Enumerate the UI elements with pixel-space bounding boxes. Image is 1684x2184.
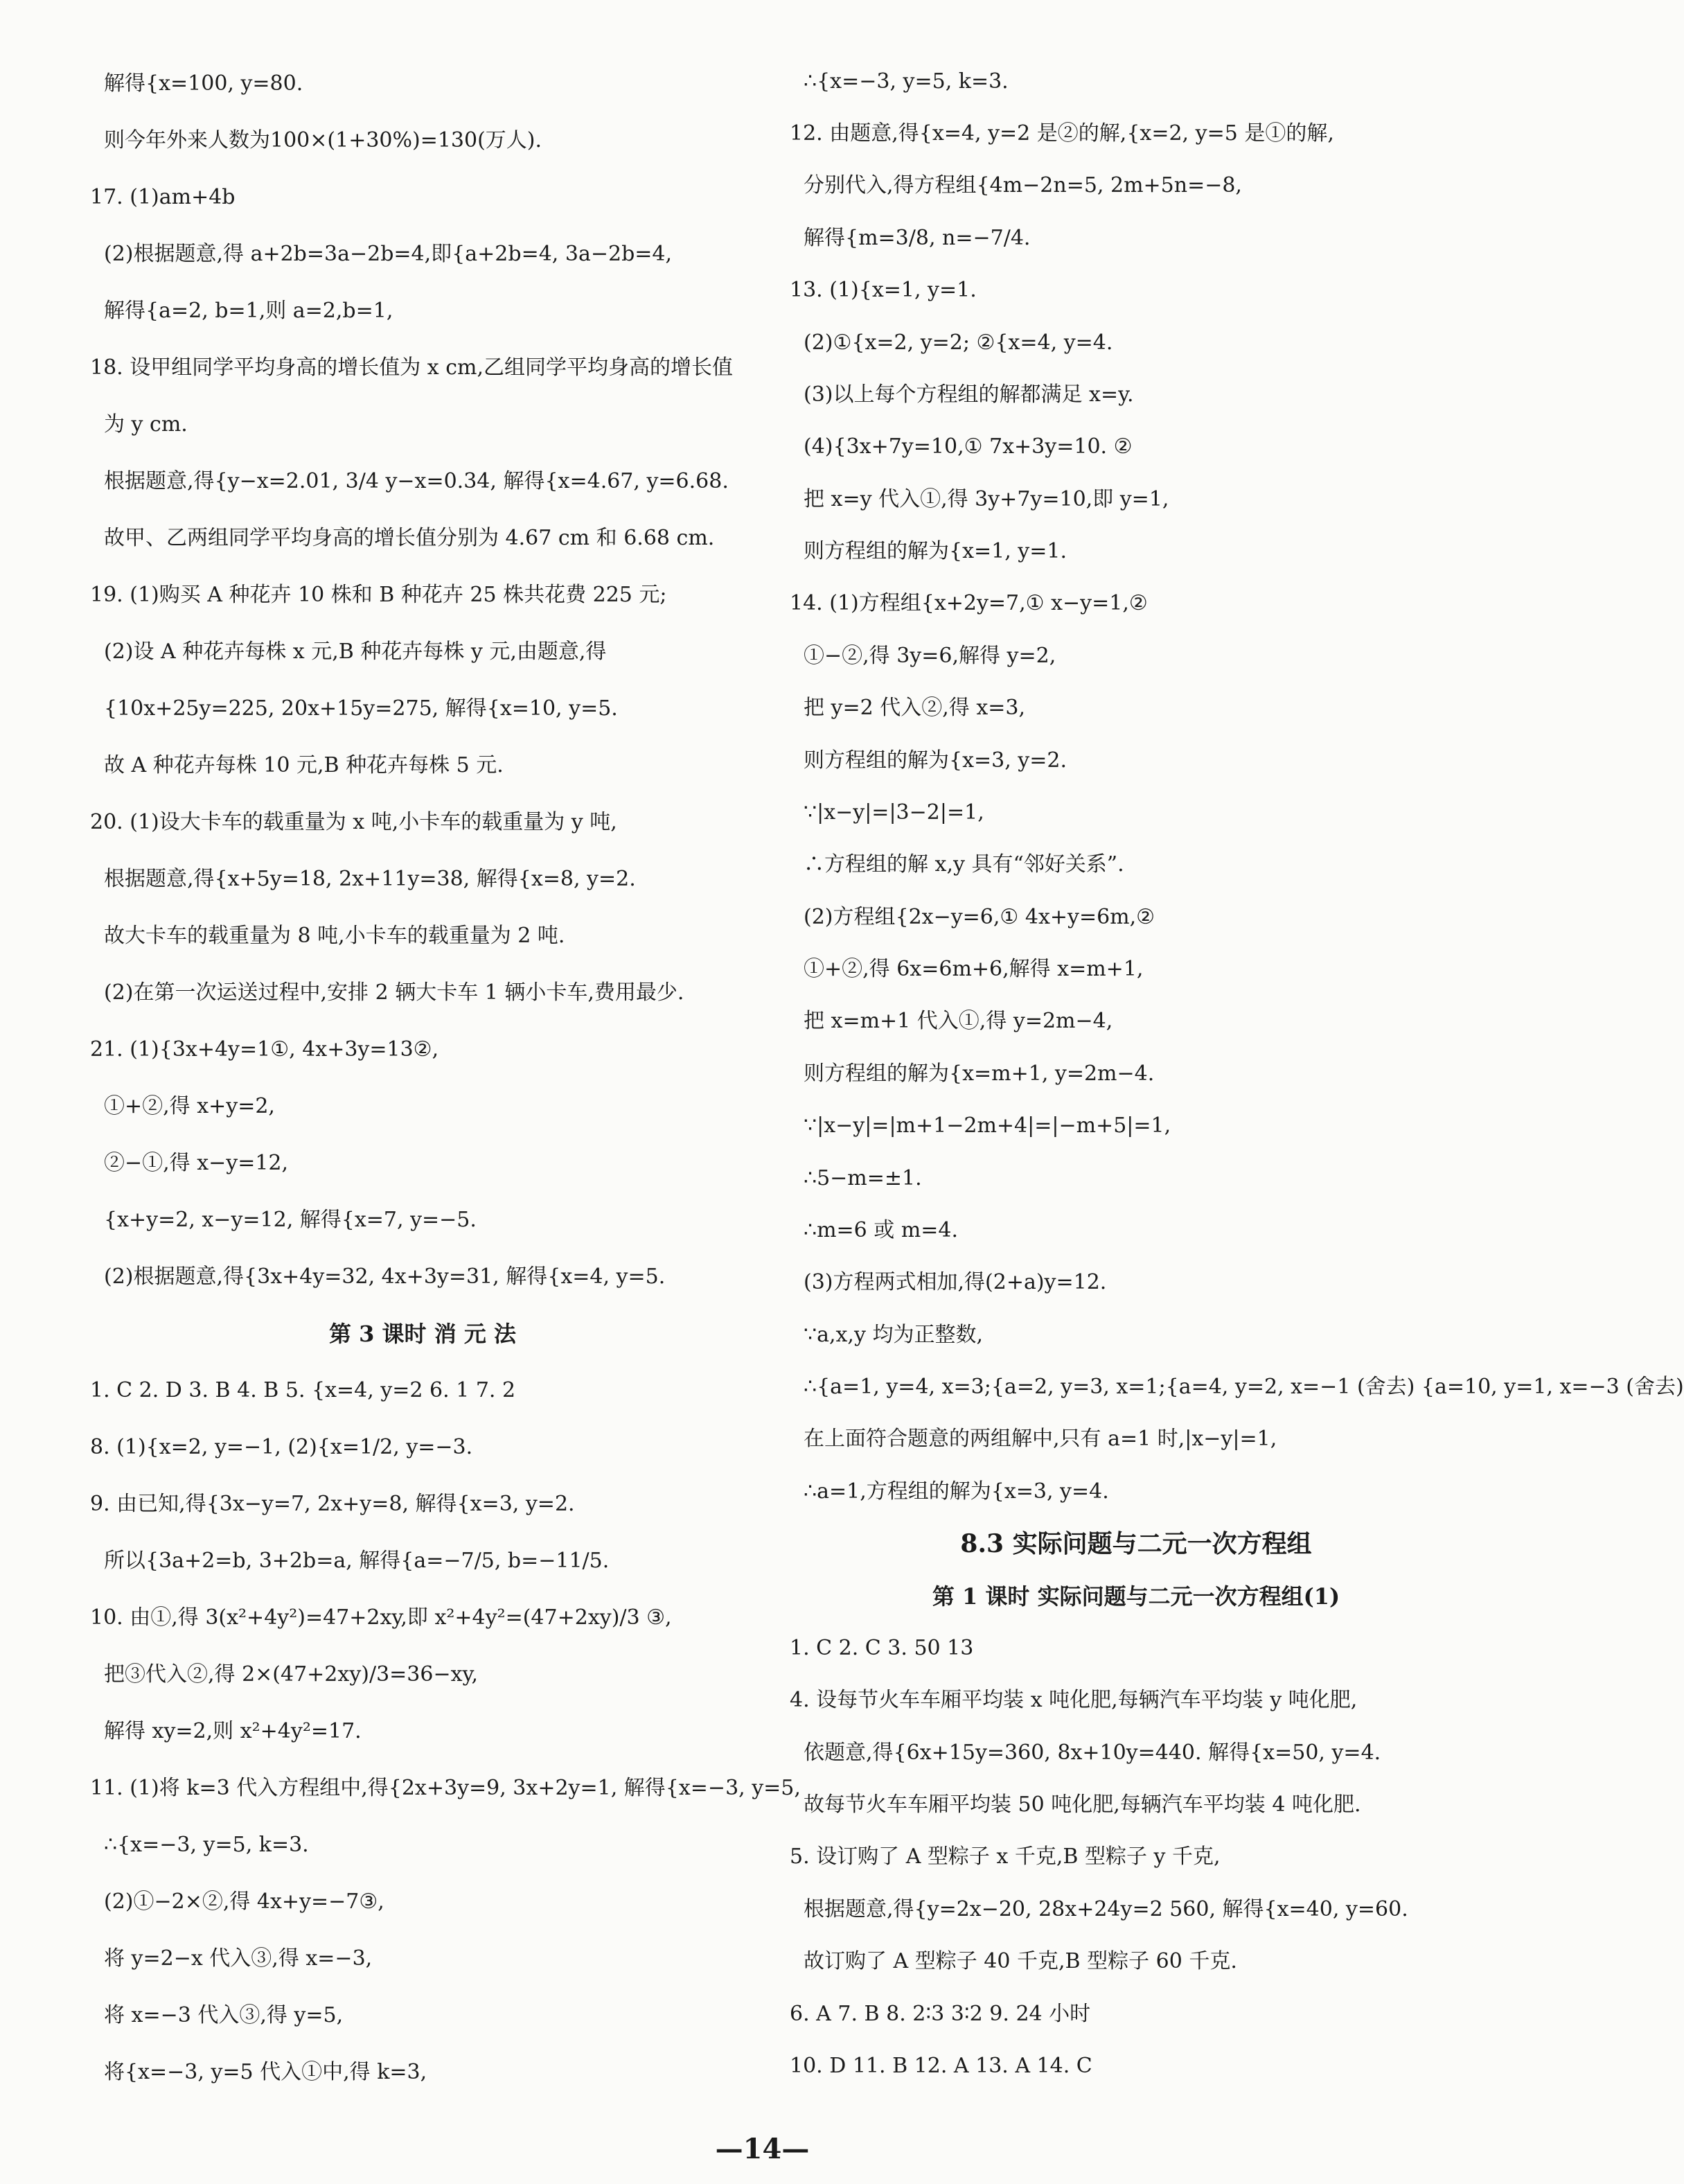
right-line: ∵a,x,y 均为正整数, [804, 1322, 983, 1347]
left-line: 把③代入②,得 2×(47+2xy)/3=36−xy, [104, 1662, 479, 1687]
left-line: 21. (1){3x+4y=1①, 4x+3y=13②, [90, 1037, 439, 1062]
right-line: ∵|x−y|=|m+1−2m+4|=|−m+5|=1, [804, 1113, 1171, 1138]
right-line: ∴5−m=±1. [804, 1165, 922, 1190]
left-column [90, 55, 801, 2101]
right-line: 6. A 7. B 8. 2∶3 3∶2 9. 24 小时 [790, 2001, 1091, 2026]
page-number: —14— [715, 2133, 810, 2165]
right-line: 第 1 课时 实际问题与二元一次方程组(1) [932, 1583, 1340, 1610]
right-line: 故订购了 A 型粽子 40 千克,B 型粽子 60 千克. [804, 1949, 1237, 1974]
right-line: 4. 设每节火车车厢平均装 x 吨化肥,每辆汽车平均装 y 吨化肥, [790, 1688, 1358, 1713]
right-line: 则方程组的解为{x=m+1, y=2m−4. [804, 1061, 1155, 1086]
left-line: 将{x=−3, y=5 代入①中,得 k=3, [104, 2060, 427, 2084]
right-line: 依题意,得{6x+15y=360, 8x+10y=440. 解得{x=50, y=4. [804, 1740, 1381, 1765]
left-line: 则今年外来人数为100×(1+30%)=130(万人). [104, 128, 542, 152]
left-line: 根据题意,得{x+5y=18, 2x+11y=38, 解得{x=8, y=2. [104, 867, 636, 891]
right-line: 在上面符合题意的两组解中,只有 a=1 时,|x−y|=1, [804, 1427, 1277, 1452]
left-line: 为 y cm. [104, 412, 188, 437]
right-column [790, 55, 1684, 2093]
left-line: 解得 xy=2,则 x²+4y²=17. [104, 1719, 362, 1743]
left-line: ①+②,得 x+y=2, [104, 1094, 275, 1118]
right-line: 则方程组的解为{x=1, y=1. [804, 539, 1067, 564]
right-line: ①−②,得 3y=6,解得 y=2, [804, 643, 1056, 668]
left-line: 故 A 种花卉每株 10 元,B 种花卉每株 5 元. [104, 753, 504, 777]
left-line: 所以{3a+2=b, 3+2b=a, 解得{a=−7/5, b=−11/5. [104, 1549, 610, 1573]
right-line: 解得{m=3/8, n=−7/4. [804, 225, 1031, 250]
right-line: 把 x=m+1 代入①,得 y=2m−4, [804, 1009, 1113, 1034]
right-line: (4){3x+7y=10,① 7x+3y=10. ② [804, 434, 1133, 459]
left-line: 将 x=−3 代入③,得 y=5, [104, 2003, 344, 2027]
right-line: (3)方程两式相加,得(2+a)y=12. [804, 1270, 1107, 1295]
right-line: ∴方程组的解 x,y 具有“邻好关系”. [804, 852, 1124, 877]
left-line: 故甲、乙两组同学平均身高的增长值分别为 4.67 cm 和 6.68 cm. [104, 526, 715, 550]
right-line: 分别代入,得方程组{4m−2n=5, 2m+5n=−8, [804, 173, 1242, 198]
right-line: 1. C 2. C 3. 50 13 [790, 1635, 974, 1660]
right-line: 10. D 11. B 12. A 13. A 14. C [790, 2053, 1092, 2078]
right-line: ①+②,得 6x=6m+6,解得 x=m+1, [804, 957, 1144, 982]
right-line: 5. 设订购了 A 型粽子 x 千克,B 型粽子 y 千克, [790, 1844, 1221, 1869]
right-line: 故每节火车车厢平均装 50 吨化肥,每辆汽车平均装 4 吨化肥. [804, 1793, 1361, 1817]
right-line: ∴m=6 或 m=4. [804, 1217, 959, 1242]
left-line: 8. (1){x=2, y=−1, (2){x=1/2, y=−3. [90, 1435, 473, 1459]
right-line: ∵|x−y|=|3−2|=1, [804, 800, 984, 825]
left-line: 11. (1)将 k=3 代入方程组中,得{2x+3y=9, 3x+2y=1, 解得{x=−3, y=5, [90, 1776, 801, 1800]
right-line: 根据题意,得{y=2x−20, 28x+24y=2 560, 解得{x=40, y=60. [804, 1896, 1408, 1921]
right-line: 14. (1)方程组{x+2y=7,① x−y=1,② [790, 591, 1148, 616]
left-line: 18. 设甲组同学平均身高的增长值为 x cm,乙组同学平均身高的增长值 [90, 355, 734, 380]
right-line: 则方程组的解为{x=3, y=2. [804, 748, 1067, 773]
left-line: {x+y=2, x−y=12, 解得{x=7, y=−5. [104, 1208, 477, 1232]
left-line: 1. C 2. D 3. B 4. B 5. {x=4, y=2 6. 1 7. 2 [90, 1378, 516, 1402]
left-line: 根据题意,得{y−x=2.01, 3/4 y−x=0.34, 解得{x=4.67, y=6.68. [104, 469, 729, 493]
left-line: 解得{x=100, y=80. [104, 71, 303, 96]
left-line: ②−①,得 x−y=12, [104, 1151, 289, 1175]
right-line: 13. (1){x=1, y=1. [790, 278, 977, 303]
left-line: 10. 由①,得 3(x²+4y²)=47+2xy,即 x²+4y²=(47+2xy)/3 ③, [90, 1605, 672, 1630]
left-line: ∴{x=−3, y=5, k=3. [104, 1833, 309, 1857]
right-line: 12. 由题意,得{x=4, y=2 是②的解,{x=2, y=5 是①的解, [790, 121, 1334, 146]
left-line: (2)根据题意,得{3x+4y=32, 4x+3y=31, 解得{x=4, y=5. [104, 1265, 666, 1289]
left-line: 20. (1)设大卡车的载重量为 x 吨,小卡车的载重量为 y 吨, [90, 810, 617, 834]
left-line: (2)在第一次运送过程中,安排 2 辆大卡车 1 辆小卡车,费用最少. [104, 980, 684, 1005]
right-line: 把 y=2 代入②,得 x=3, [804, 696, 1025, 721]
left-line: (2)设 A 种花卉每株 x 元,B 种花卉每株 y 元,由题意,得 [104, 640, 607, 664]
left-line: 将 y=2−x 代入③,得 x=−3, [104, 1946, 373, 1971]
left-line: {10x+25y=225, 20x+15y=275, 解得{x=10, y=5. [104, 696, 618, 721]
left-line: 第 3 课时 消 元 法 [329, 1321, 516, 1347]
left-line: 故大卡车的载重量为 8 吨,小卡车的载重量为 2 吨. [104, 924, 565, 948]
right-line: ∴a=1,方程组的解为{x=3, y=4. [804, 1479, 1109, 1504]
right-line: ∴{a=1, y=4, x=3;{a=2, y=3, x=1;{a=4, y=2, x=−1 (舍去) {a=10, y=1, x=−3 (舍去) [804, 1375, 1684, 1400]
right-line: (2)①{x=2, y=2; ②{x=4, y=4. [804, 330, 1113, 355]
right-line: 8.3 实际问题与二元一次方程组 [960, 1529, 1312, 1559]
right-line: (2)方程组{2x−y=6,① 4x+y=6m,② [804, 904, 1155, 929]
right-line: 把 x=y 代入①,得 3y+7y=10,即 y=1, [804, 486, 1169, 511]
right-line: ∴{x=−3, y=5, k=3. [804, 69, 1009, 94]
left-line: (2)根据题意,得 a+2b=3a−2b=4,即{a+2b=4, 3a−2b=4, [104, 242, 673, 266]
left-line: 解得{a=2, b=1,则 a=2,b=1, [104, 299, 393, 323]
left-line: (2)①−2×②,得 4x+y=−7③, [104, 1890, 384, 1914]
right-line: (3)以上每个方程组的解都满足 x=y. [804, 382, 1134, 407]
left-line: 9. 由已知,得{3x−y=7, 2x+y=8, 解得{x=3, y=2. [90, 1492, 575, 1516]
left-line: 17. (1)am+4b [90, 185, 236, 209]
left-line: 19. (1)购买 A 种花卉 10 株和 B 种花卉 25 株共花费 225 元; [90, 583, 667, 607]
